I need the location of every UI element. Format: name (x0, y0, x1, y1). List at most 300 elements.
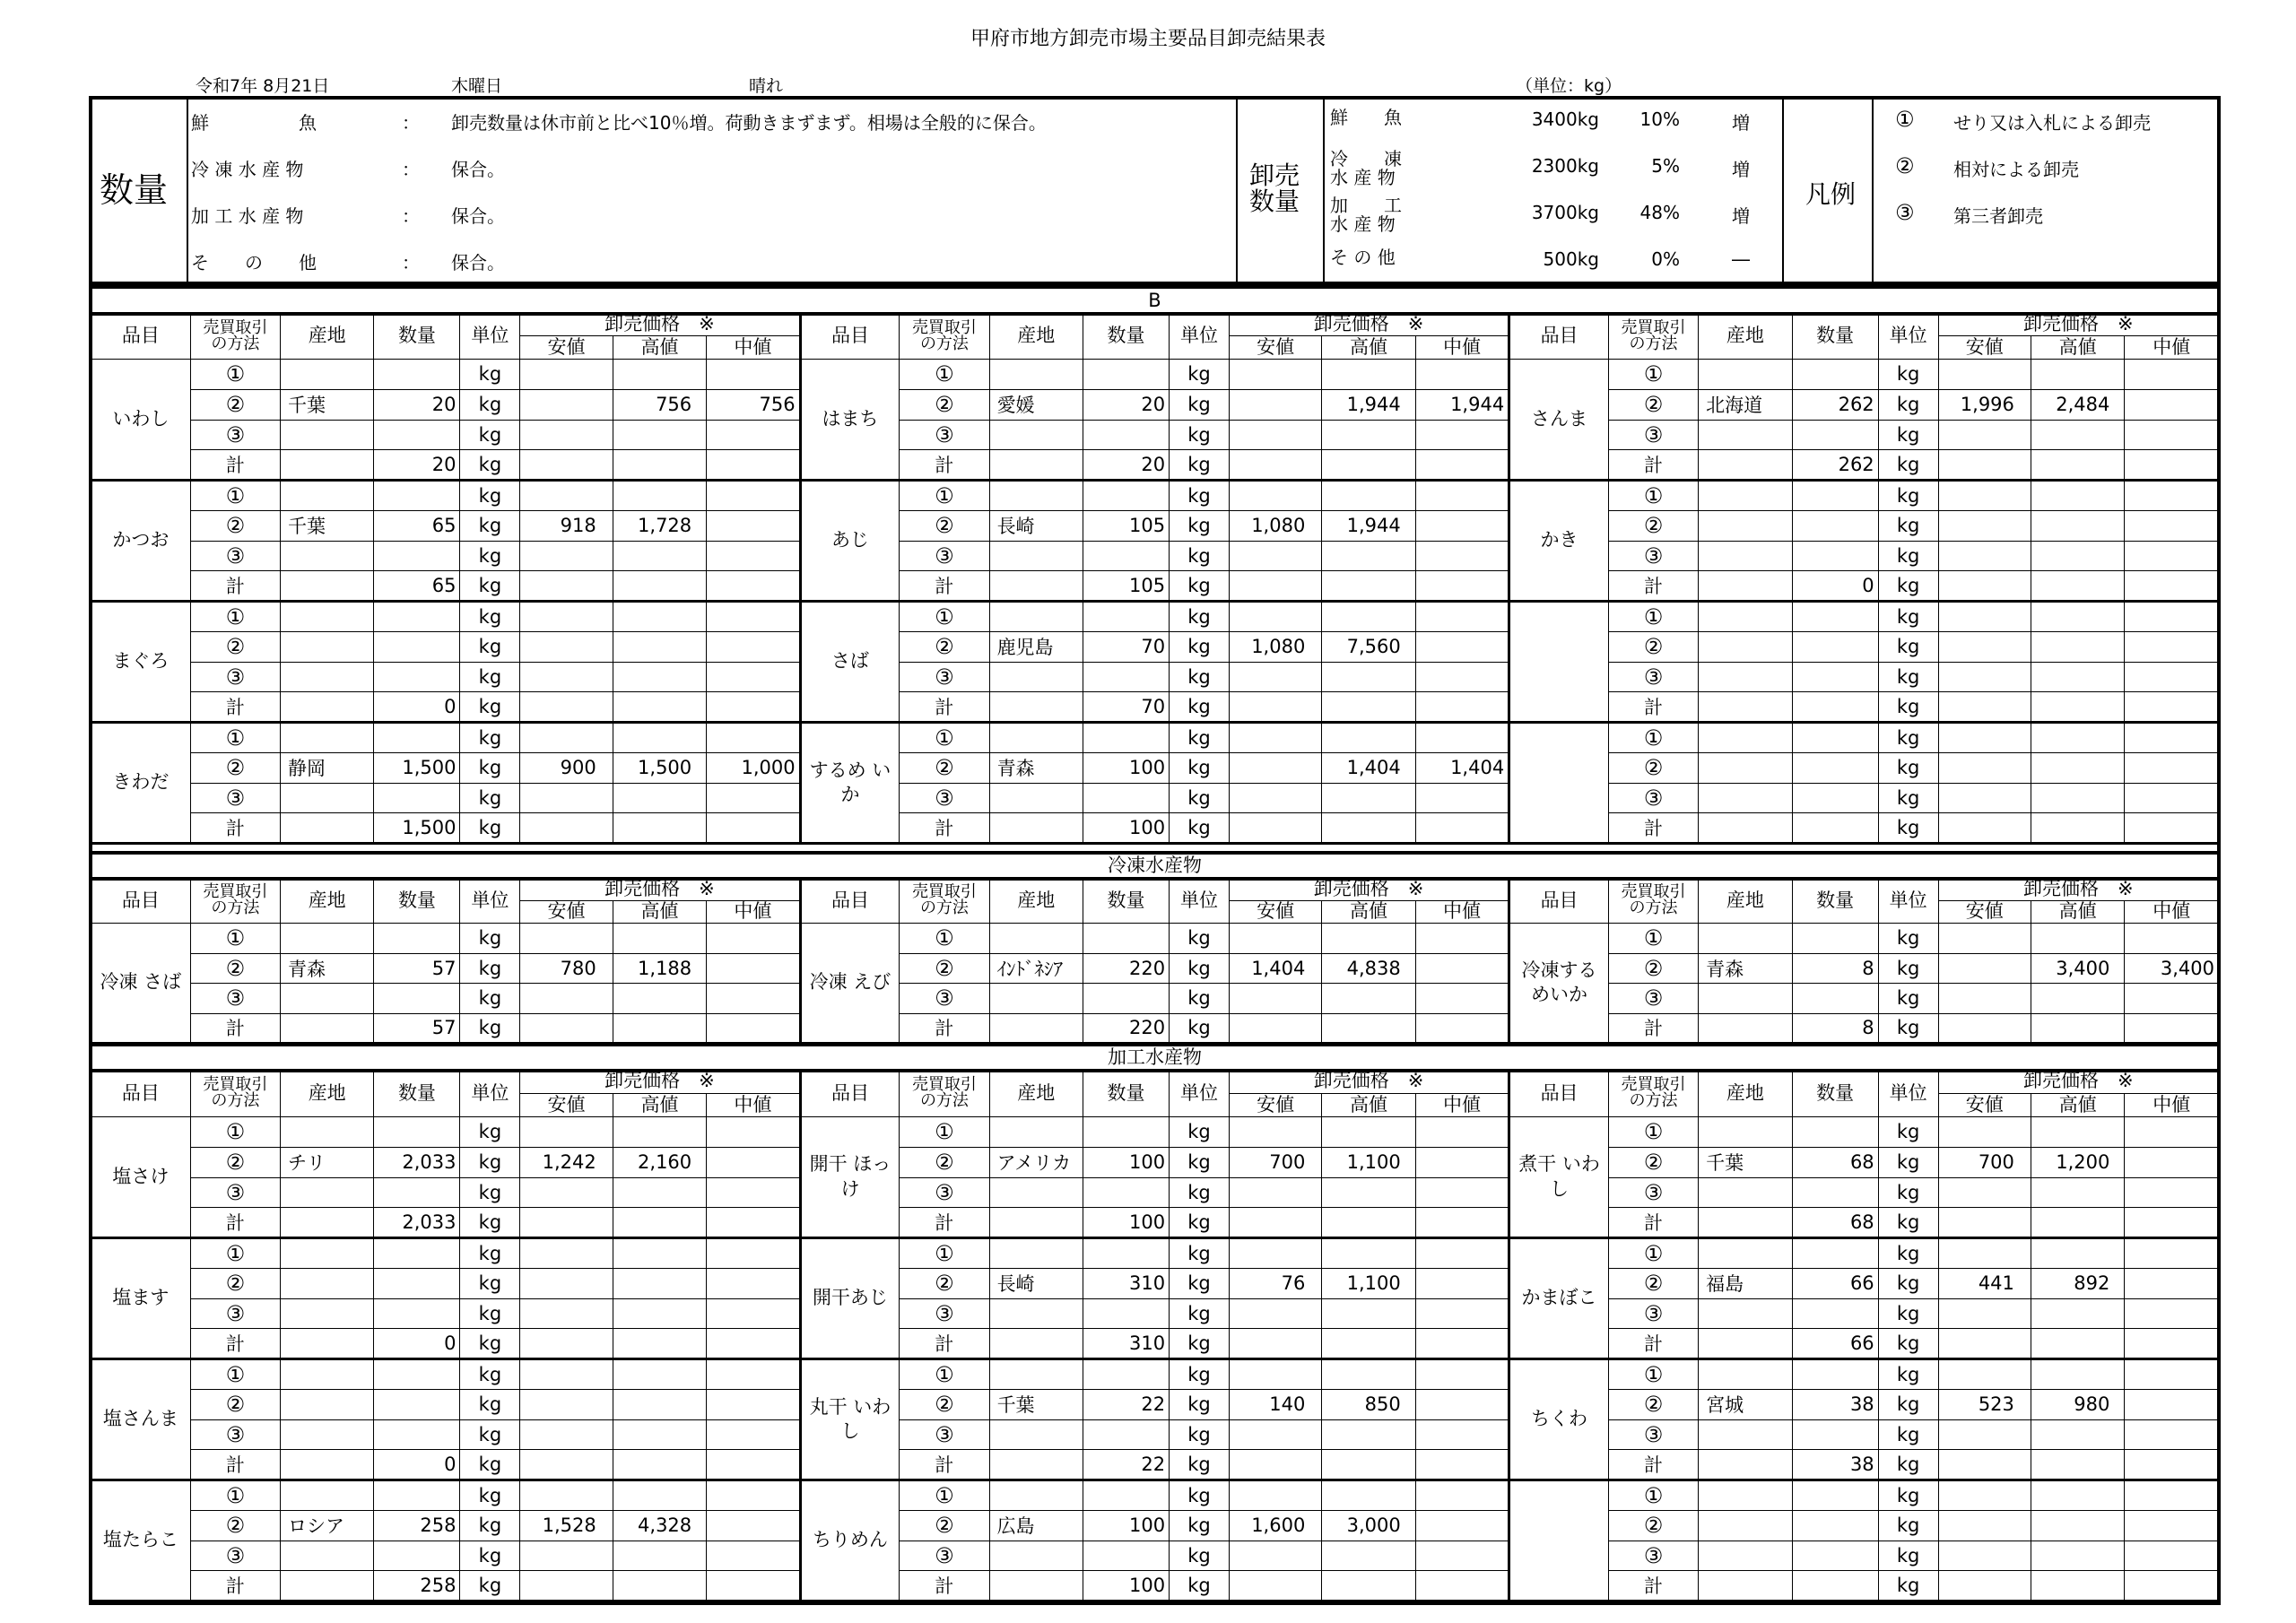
item-name: かき (1509, 481, 1609, 602)
price-mid (707, 510, 800, 541)
origin-cell: チリ (280, 1147, 373, 1177)
unit-cell: kg (1878, 602, 1938, 632)
origin-cell (1699, 1177, 1792, 1208)
price-low (1938, 631, 2031, 662)
method-mark: 計 (190, 1571, 280, 1601)
price-mid (707, 662, 800, 692)
unit-cell: kg (1878, 783, 1938, 813)
price-mid (2125, 1419, 2219, 1450)
report-date: 令和7年 8月21日 (196, 76, 330, 96)
item-name (1509, 723, 1609, 844)
price-mid (707, 1419, 800, 1450)
origin-cell: 長崎 (989, 510, 1083, 541)
price-high (1322, 1208, 1415, 1238)
method-mark: 計 (190, 813, 280, 844)
origin-cell (989, 723, 1083, 753)
price-mid (2125, 571, 2219, 602)
unit-cell: kg (1878, 631, 1938, 662)
price-mid (2125, 1359, 2219, 1390)
price-high: 1,500 (613, 752, 706, 783)
unit-cell: kg (1170, 1298, 1230, 1329)
method-mark: ③ (900, 420, 989, 450)
price-mid (1415, 1208, 1509, 1238)
table-row (91, 389, 2219, 420)
method-mark: ③ (900, 662, 989, 692)
header-price: 卸売価格 ※ (1938, 878, 2218, 901)
item-name: 冷凍 さば (91, 924, 191, 1044)
qty-cell (374, 1480, 460, 1511)
qty-cell: 220 (1083, 953, 1170, 984)
qty-cell (1792, 1359, 1878, 1390)
origin-cell (1699, 1013, 1792, 1044)
price-mid (2125, 662, 2219, 692)
method-mark: 計 (190, 1013, 280, 1044)
price-high (613, 1541, 706, 1571)
price-low (520, 662, 613, 692)
origin-cell (1699, 602, 1792, 632)
price-high (613, 571, 706, 602)
method-mark: 計 (190, 571, 280, 602)
price-mid (1415, 1117, 1509, 1148)
qty-cell (1792, 1238, 1878, 1269)
origin-cell (1699, 1510, 1792, 1541)
price-mid (707, 420, 800, 450)
price-high (2031, 602, 2124, 632)
item-name: ちくわ (1509, 1359, 1609, 1480)
price-high (2031, 692, 2124, 723)
price-mid (2125, 541, 2219, 571)
method-mark: ① (900, 924, 989, 954)
price-high (1322, 924, 1415, 954)
table-row (91, 1147, 2219, 1177)
method-mark: ① (900, 1480, 989, 1511)
qty-cell: 66 (1792, 1268, 1878, 1298)
price-low (1938, 662, 2031, 692)
qty-cell (1083, 1117, 1170, 1148)
unit-cell: kg (460, 360, 520, 390)
qty-cell (374, 602, 460, 632)
price-high (1322, 723, 1415, 753)
unit-cell: kg (1170, 481, 1230, 511)
origin-cell (280, 692, 373, 723)
price-high (1322, 692, 1415, 723)
item-name: 塩ます (91, 1238, 191, 1359)
unit-cell: kg (1878, 541, 1938, 571)
origin-cell: 静岡 (280, 752, 373, 783)
price-low (520, 450, 613, 481)
price-low: 441 (1938, 1268, 2031, 1298)
header-low: 安値 (1938, 1093, 2031, 1117)
qty-cell (1083, 602, 1170, 632)
price-high (613, 723, 706, 753)
origin-cell (989, 984, 1083, 1014)
method-mark: ② (190, 752, 280, 783)
qty-cell (374, 481, 460, 511)
unit-cell: kg (1170, 631, 1230, 662)
unit-cell: kg (1170, 1359, 1230, 1390)
legend-text: せり又は入札による卸売 (1953, 112, 2151, 134)
price-high (613, 662, 706, 692)
price-mid (2125, 1177, 2219, 1208)
price-low (1938, 1238, 2031, 1269)
origin-cell (1699, 360, 1792, 390)
header-qty: 数量 (374, 1070, 460, 1117)
origin-cell (989, 602, 1083, 632)
method-mark: 計 (190, 450, 280, 481)
price-high (1322, 420, 1415, 450)
method-mark: ① (1608, 1480, 1698, 1511)
origin-cell: 青森 (280, 953, 373, 984)
origin-cell: ロシア (280, 1510, 373, 1541)
summary-category: 冷 凍 水 産 物 (191, 159, 304, 180)
price-high (2031, 984, 2124, 1014)
method-mark: ① (190, 1117, 280, 1148)
method-mark: 計 (900, 692, 989, 723)
price-low (520, 1013, 613, 1044)
unit-cell: kg (1170, 692, 1230, 723)
unit-cell: kg (1170, 752, 1230, 783)
origin-cell (280, 813, 373, 844)
price-low (520, 1177, 613, 1208)
price-mid (2125, 752, 2219, 783)
price-high (2031, 420, 2124, 450)
header-price: 卸売価格 ※ (520, 1070, 800, 1094)
origin-cell (1699, 1359, 1792, 1390)
price-low (1938, 1298, 2031, 1329)
total-cell: 100 (1083, 813, 1170, 844)
method-mark: ③ (900, 541, 989, 571)
method-mark: 計 (900, 450, 989, 481)
price-low (1938, 450, 2031, 481)
price-high: 4,838 (1322, 953, 1415, 984)
method-mark: 計 (1608, 1450, 1698, 1480)
qty-cell (1083, 1419, 1170, 1450)
price-low (1229, 1117, 1321, 1148)
price-low: 1,080 (1229, 510, 1321, 541)
price-low (1938, 1329, 2031, 1359)
method-mark: ③ (1608, 662, 1698, 692)
unit-cell: kg (460, 984, 520, 1014)
unit-cell: kg (460, 571, 520, 602)
weather: 晴れ (749, 76, 784, 96)
price-mid (1415, 723, 1509, 753)
method-mark: ② (1608, 752, 1698, 783)
price-low (520, 723, 613, 753)
header-high: 高値 (2031, 1093, 2124, 1117)
origin-cell (280, 360, 373, 390)
method-mark: ③ (190, 541, 280, 571)
method-mark: ① (190, 1359, 280, 1390)
origin-cell (280, 984, 373, 1014)
unit-cell: kg (1878, 1450, 1938, 1480)
total-cell: 220 (1083, 1013, 1170, 1044)
header-unit: 単位 (1170, 878, 1230, 924)
table-row (91, 631, 2219, 662)
summary-colon: ： (402, 112, 420, 134)
header-item: 品目 (91, 878, 191, 924)
qty-cell (1083, 924, 1170, 954)
origin-cell (1699, 481, 1792, 511)
price-high (613, 420, 706, 450)
unit-cell: kg (1170, 1329, 1230, 1359)
header-high: 高値 (613, 900, 706, 924)
price-low (520, 1208, 613, 1238)
table-row (91, 1389, 2219, 1419)
origin-cell (1699, 1480, 1792, 1511)
unit-cell: kg (1878, 1238, 1938, 1269)
qty-cell (1792, 723, 1878, 753)
qty-cell (374, 662, 460, 692)
price-low: 700 (1938, 1147, 2031, 1177)
unit-cell: kg (460, 1298, 520, 1329)
price-high (613, 1298, 706, 1329)
origin-cell (280, 1541, 373, 1571)
unit-cell: kg (1878, 984, 1938, 1014)
summary-colon: ： (402, 159, 420, 180)
table-row (91, 541, 2219, 571)
item-name: 塩さんま (91, 1359, 191, 1480)
price-low (1229, 1208, 1321, 1238)
unit-cell: kg (460, 389, 520, 420)
price-mid (707, 631, 800, 662)
header-method: 売買取引 の方法 (190, 313, 280, 360)
price-mid (1415, 510, 1509, 541)
unit-cell: kg (460, 1177, 520, 1208)
unit-cell: kg (1170, 1117, 1230, 1148)
unit-cell: kg (460, 1359, 520, 1390)
unit-cell: kg (460, 1117, 520, 1148)
column-header (91, 877, 2219, 924)
unit-cell: kg (460, 1238, 520, 1269)
qty-cell (1792, 420, 1878, 450)
method-mark: ① (1608, 1238, 1698, 1269)
origin-cell (280, 1208, 373, 1238)
price-low: 1,404 (1229, 953, 1321, 984)
price-mid (2125, 924, 2219, 954)
price-low (520, 1359, 613, 1390)
header-unit: 単位 (460, 313, 520, 360)
price-mid (2125, 1541, 2219, 1571)
method-mark: ③ (1608, 1419, 1698, 1450)
unit-cell: kg (1170, 1177, 1230, 1208)
unit-cell: kg (1170, 450, 1230, 481)
price-low (520, 1117, 613, 1148)
method-mark: ① (900, 723, 989, 753)
qty-cell: 2,033 (374, 1147, 460, 1177)
unit-cell: kg (1878, 1419, 1938, 1450)
unit-cell: kg (460, 924, 520, 954)
header-high: 高値 (1322, 336, 1415, 360)
price-high (1322, 1480, 1415, 1511)
price-high: 1,944 (1322, 389, 1415, 420)
unit-cell: kg (460, 450, 520, 481)
price-low: 1,996 (1938, 389, 2031, 420)
unit-cell: kg (460, 1208, 520, 1238)
origin-cell (1699, 1117, 1792, 1148)
table-row (91, 571, 2219, 602)
origin-cell (1699, 752, 1792, 783)
qty-cell (1083, 1177, 1170, 1208)
unit-cell: kg (460, 723, 520, 753)
summary-category: そ の 他 (191, 252, 317, 273)
qty-cell: 68 (1792, 1147, 1878, 1177)
unit-cell: kg (460, 1571, 520, 1601)
price-low (520, 984, 613, 1014)
price-mid (2125, 360, 2219, 390)
origin-cell (1699, 450, 1792, 481)
wholesale-pct: 0% (1651, 248, 1680, 270)
method-mark: 計 (190, 1329, 280, 1359)
origin-cell (280, 1329, 373, 1359)
table-row (91, 1298, 2219, 1329)
origin-cell (280, 450, 373, 481)
origin-cell (989, 360, 1083, 390)
method-mark: ③ (190, 984, 280, 1014)
table-row (91, 723, 2219, 753)
header-method: 売買取引 の方法 (1608, 313, 1698, 360)
method-mark: 計 (1608, 571, 1698, 602)
price-high (2031, 723, 2124, 753)
price-high (2031, 481, 2124, 511)
total-cell (1792, 1571, 1878, 1601)
price-low (520, 360, 613, 390)
method-mark: 計 (1608, 692, 1698, 723)
price-low (520, 1541, 613, 1571)
price-low: 1,600 (1229, 1510, 1321, 1541)
qty-cell (1083, 984, 1170, 1014)
price-low (1229, 1571, 1321, 1601)
price-high: 1,944 (1322, 510, 1415, 541)
total-cell: 0 (374, 692, 460, 723)
item-name: 丸干 いわし (800, 1359, 900, 1480)
price-mid (1415, 571, 1509, 602)
price-high: 1,100 (1322, 1268, 1415, 1298)
method-mark: ② (900, 1147, 989, 1177)
table-row (91, 1329, 2219, 1359)
item-name: かつお (91, 481, 191, 602)
unit-cell: kg (1170, 953, 1230, 984)
method-mark: ③ (1608, 1298, 1698, 1329)
unit-cell: kg (1170, 1510, 1230, 1541)
method-mark: 計 (190, 692, 280, 723)
price-high (1322, 1117, 1415, 1148)
method-mark: ② (1608, 1147, 1698, 1177)
price-mid (1415, 1359, 1509, 1390)
price-low (1229, 1298, 1321, 1329)
method-mark: ③ (190, 783, 280, 813)
table-row (91, 1510, 2219, 1541)
price-mid (707, 723, 800, 753)
unit-cell: kg (1878, 1480, 1938, 1511)
table-row (91, 1177, 2219, 1208)
header-price: 卸売価格 ※ (520, 878, 800, 901)
price-mid (2125, 783, 2219, 813)
qty-cell (1792, 1541, 1878, 1571)
price-low (1229, 389, 1321, 420)
item-name: 開干あじ (800, 1238, 900, 1359)
price-mid (1415, 1013, 1509, 1044)
wholesale-amount: 2300kg (1531, 155, 1599, 177)
table-row (91, 692, 2219, 723)
unit-cell: kg (1170, 1419, 1230, 1450)
origin-cell (1699, 1298, 1792, 1329)
table-row (91, 1419, 2219, 1450)
price-mid (707, 1298, 800, 1329)
unit-cell: kg (460, 1268, 520, 1298)
header-mid: 中値 (1415, 336, 1509, 360)
header-unit: 単位 (1170, 313, 1230, 360)
origin-cell (280, 602, 373, 632)
origin-cell: 宮城 (1699, 1389, 1792, 1419)
unit-cell: kg (460, 1013, 520, 1044)
item-name (1509, 1480, 1609, 1601)
price-mid (1415, 1450, 1509, 1480)
header-low: 安値 (1938, 900, 2031, 924)
price-high (613, 360, 706, 390)
qty-cell: 100 (1083, 1510, 1170, 1541)
unit-cell: kg (460, 1541, 520, 1571)
price-low (520, 783, 613, 813)
origin-cell: 千葉 (989, 1389, 1083, 1419)
price-high: 3,400 (2031, 953, 2124, 984)
header-high: 高値 (1322, 1093, 1415, 1117)
unit-cell: kg (1170, 813, 1230, 844)
price-low (1229, 984, 1321, 1014)
wholesale-trend: 増 (1732, 112, 1750, 134)
price-high: 1,100 (1322, 1147, 1415, 1177)
header-qty: 数量 (1792, 313, 1878, 360)
unit-cell: kg (460, 1450, 520, 1480)
price-high (2031, 813, 2124, 844)
info-line (0, 73, 2296, 96)
method-mark: ② (190, 1268, 280, 1298)
method-mark: 計 (1608, 1013, 1698, 1044)
origin-cell (280, 541, 373, 571)
wholesale-amount: 500kg (1543, 248, 1599, 270)
header-method: 売買取引 の方法 (1608, 878, 1698, 924)
unit-cell: kg (460, 662, 520, 692)
unit-cell: kg (460, 541, 520, 571)
table-row (91, 360, 2219, 390)
method-mark: ② (900, 510, 989, 541)
price-high: 756 (613, 389, 706, 420)
total-cell: 8 (1792, 1013, 1878, 1044)
method-mark: ② (190, 510, 280, 541)
method-mark: 計 (900, 1329, 989, 1359)
price-high (613, 1268, 706, 1298)
wholesale-category: そ の 他 (1330, 247, 1396, 268)
table-row (91, 662, 2219, 692)
unit-cell: kg (1878, 723, 1938, 753)
total-cell: 258 (374, 1571, 460, 1601)
price-mid (2125, 1329, 2219, 1359)
price-high (1322, 481, 1415, 511)
price-low: 76 (1229, 1268, 1321, 1298)
qty-cell (1792, 481, 1878, 511)
header-price: 卸売価格 ※ (520, 313, 800, 336)
method-mark: 計 (190, 1208, 280, 1238)
price-high (613, 813, 706, 844)
price-mid (2125, 1298, 2219, 1329)
unit-cell: kg (460, 953, 520, 984)
price-high (2031, 1450, 2124, 1480)
unit-cell: kg (1170, 389, 1230, 420)
price-low: 1,242 (520, 1147, 613, 1177)
method-mark: ② (1608, 1268, 1698, 1298)
unit-cell: kg (460, 752, 520, 783)
qty-cell: 262 (1792, 389, 1878, 420)
header-mid: 中値 (707, 900, 800, 924)
